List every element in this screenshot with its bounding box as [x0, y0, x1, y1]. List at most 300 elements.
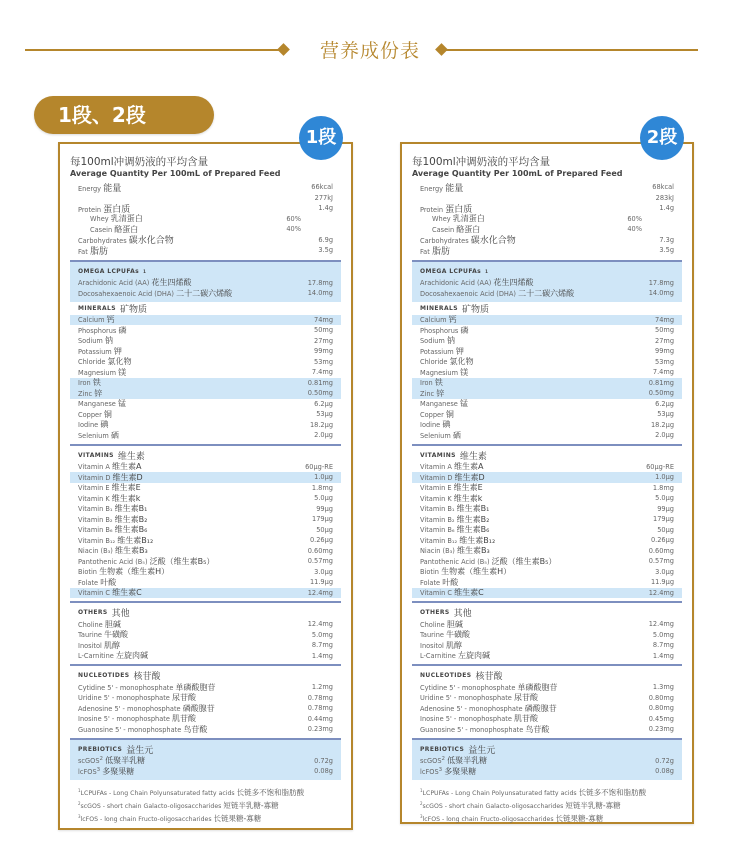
nutrient-name-en: Vitamin E [78, 484, 110, 493]
nutrient-value: 0.57mg [648, 557, 674, 566]
nutrient-row [412, 682, 682, 693]
nutrient-name-cn: 泛酸（维生素B₅） [491, 556, 557, 566]
section-heading-cn: 其他 [453, 609, 472, 619]
nutrient-label [78, 755, 145, 766]
nutrient-value: 99mg [314, 347, 333, 356]
nutrient-name-cn: 铜 [103, 409, 112, 419]
nutrient-name-cn: 肌醇 [446, 640, 462, 650]
nutrient-row [412, 367, 682, 378]
nutrient-row [412, 724, 682, 735]
nutrient-value: 6.2μg [655, 399, 674, 408]
nutrient-name-en: Energy [420, 184, 444, 193]
nutrient-name-en: Vitamin B₂ [420, 515, 455, 524]
nutrient-name-cn: 磷酸腺苷 [182, 703, 215, 713]
nutrient-row [70, 336, 341, 347]
nutrient-name-cn: 维生素B₃ [114, 546, 148, 556]
nutrient-name-en: Calcium [420, 316, 447, 325]
page-title: 营养成份表 [319, 40, 420, 62]
nutrient-label [420, 356, 474, 367]
nutrient-label [78, 713, 196, 724]
section-nucleotides [412, 664, 682, 738]
nutrient-label [420, 766, 476, 777]
nutrient-name-en: Sodium [420, 337, 445, 346]
nutrient-value: 99μg [657, 504, 674, 513]
nutrient-name-en: Copper [78, 410, 102, 419]
nutrient-value: 18.2μg [650, 420, 674, 429]
nutrient-name-en: Whey [432, 215, 451, 224]
nutrient-label [78, 640, 120, 651]
nutrient-row-energy [70, 182, 341, 193]
nutrient-row [412, 420, 682, 431]
nutrient-row [70, 278, 341, 289]
nutrient-value: 7.3g [659, 235, 674, 244]
nutrient-label [432, 213, 485, 224]
nutrient-label [420, 367, 468, 378]
nutrient-name-cn: 维生素A [111, 462, 142, 472]
nutrient-name-en: Docosahexaenoic Acid (DHA) [420, 289, 516, 298]
nutrient-label [78, 430, 119, 441]
nutrient-name-cn: 碳水化合物 [470, 236, 516, 247]
nutrient-label [420, 545, 490, 556]
nutrient-row [70, 714, 341, 725]
nutrient-label [78, 766, 134, 777]
nutrient-label [420, 640, 462, 651]
nutrient-label [420, 755, 487, 766]
nutrient-row [412, 535, 682, 546]
nutrient-name-en: Iodine [420, 421, 441, 430]
nutrient-label [420, 724, 549, 735]
nutrient-row [70, 546, 341, 557]
nutrient-value: 0.23mg [648, 725, 674, 734]
nutrient-name-cn: 钠 [446, 336, 455, 346]
footnote-cn: 短链半乳糖-寡糖 [223, 800, 279, 810]
nutrient-name-cn: 锌 [436, 388, 445, 398]
nutrient-row-whey [412, 214, 682, 225]
nutrient-name-cn: 钾 [113, 346, 122, 356]
nutrient-value: 11.9μg [650, 578, 674, 587]
nutrient-value: 3.0μg [314, 567, 333, 576]
nutrient-row [412, 472, 682, 483]
nutrient-label [420, 566, 511, 577]
nutrient-name-cn: 能量 [445, 183, 464, 194]
nutrient-row [412, 462, 682, 473]
nutrient-value: 0.81mg [307, 378, 333, 387]
nutrient-value: 53μg [657, 410, 674, 419]
nutrient-row [412, 346, 682, 357]
footnote-marker: 2 [78, 800, 81, 806]
nutrient-name-en: Sodium [78, 337, 103, 346]
header-rule-left [25, 49, 282, 51]
nutrient-label [78, 514, 147, 525]
nutrient-name-cn: 镁 [118, 367, 127, 377]
nutrient-name-en: Zinc [420, 389, 435, 398]
nutrient-name-cn: 生物素（维生素H） [441, 567, 512, 577]
nutrient-name-en: Vitamin A [78, 463, 110, 472]
nutrient-label [78, 682, 216, 693]
nutrient-row [70, 388, 341, 399]
nutrient-row [412, 703, 682, 714]
section-heading [412, 606, 682, 619]
nutrient-name-cn: 泛酸（维生素B₅） [149, 556, 215, 566]
nutrient-name-cn: 肌醇 [104, 640, 120, 650]
nutrient-name-en: Folate [420, 578, 441, 587]
nutrient-row-carbs [70, 235, 341, 246]
nutrient-name-cn: 硒 [110, 430, 119, 440]
nutrient-name-en: Guanosine 5' - monophosphate [420, 725, 524, 734]
nutrient-value: 50mg [655, 326, 674, 335]
nutrient-label [78, 388, 102, 399]
nutrient-row [412, 766, 682, 777]
nutrient-name-cn: 花生四烯酸 [151, 278, 192, 288]
nutrient-row [412, 651, 682, 662]
nutrient-name-en: Iodine [78, 421, 99, 430]
nutrient-row [70, 577, 341, 588]
nutrient-label [78, 629, 128, 640]
nutrient-value: 8.7mg [311, 641, 333, 650]
nutrient-name-cn: 维生素E [453, 483, 483, 493]
section-heading-en: MINERALS [420, 304, 458, 312]
nutrient-row [70, 346, 341, 357]
nutrient-row-carbs [412, 235, 682, 246]
nutrient-value: 50mg [314, 326, 333, 335]
nutrient-name-en: scGOS [420, 757, 442, 766]
nutrient-name-en: Vitamin B₂ [78, 515, 113, 524]
nutrient-row [412, 567, 682, 578]
section-others [412, 601, 682, 664]
nutrient-percent: 40% [627, 225, 642, 234]
nutrient-row [70, 756, 341, 767]
nutrient-name-cn: 维生素k [453, 493, 483, 503]
nutrient-row [412, 619, 682, 630]
nutrient-row [70, 640, 341, 651]
nutrient-name-cn: 氯化物 [449, 357, 474, 367]
nutrient-label [78, 314, 115, 325]
nutrient-value: 1.8mg [652, 483, 674, 492]
nutrient-name-cn: 肌苷酸 [172, 714, 196, 724]
nutrient-label [420, 388, 444, 399]
nutrient-row-fat [70, 245, 341, 256]
nutrient-label [420, 682, 558, 693]
nutrient-name-cn: 花生四烯酸 [493, 278, 534, 288]
nutrient-name-en: Niacin (B₃) [78, 547, 113, 556]
nutrient-name-cn: 钾 [455, 346, 464, 356]
nutrient-label [420, 703, 557, 714]
nutrient-label [78, 493, 140, 504]
footnote-line [78, 799, 333, 812]
section-vitamins [70, 444, 341, 602]
nutrient-label [420, 629, 470, 640]
nutrient-value: 12.4mg [307, 588, 333, 597]
footnote-en: scGOS - short chain Galacto-oligosaccharides [80, 802, 222, 810]
nutrient-value: 0.44mg [307, 714, 333, 723]
section-heading [70, 669, 341, 682]
nutrient-name-en: Adenosine 5' - monophosphate [420, 704, 523, 713]
nutrient-label [78, 619, 121, 630]
nutrient-label [78, 346, 122, 357]
main-nutrients [412, 182, 682, 260]
section-heading-cn: 益生元 [126, 745, 154, 756]
footnote-marker: 2 [99, 756, 104, 763]
nutrient-value: 5.0μg [655, 494, 674, 503]
section-minerals [70, 302, 341, 444]
stage-badge: 2段 [640, 116, 684, 160]
section-heading-en: VITAMINS [78, 451, 114, 459]
nutrient-label [78, 461, 141, 472]
footnote-marker: 1 [485, 268, 489, 274]
nutrient-value: 1.0μg [655, 473, 674, 482]
nutrient-value: 11.9μg [309, 578, 333, 587]
footnote-line [78, 786, 333, 799]
section-heading [70, 743, 341, 756]
nutrient-value: 14.0mg [648, 289, 674, 298]
nutrient-row [70, 378, 341, 389]
nutrient-name-cn: 酪蛋白 [456, 224, 481, 234]
nutrient-label [78, 409, 112, 420]
nutrient-row-whey [70, 214, 341, 225]
nutrient-row [412, 278, 682, 289]
nutrient-name-cn: 维生素B₂ [456, 514, 490, 524]
footnote-line [78, 812, 333, 825]
footnote-cn: 长链果糖-寡糖 [555, 813, 604, 823]
nutrient-value: 50μg [316, 525, 333, 534]
nutrient-name-cn: 单磷酸胞苷 [517, 682, 558, 692]
nutrient-label [420, 461, 483, 472]
nutrient-row [412, 378, 682, 389]
nutrient-row [412, 409, 682, 420]
nutrient-name-cn: 铁 [434, 378, 443, 388]
nutrition-panel-stage-1 [58, 127, 353, 830]
nutrient-value: 14.0mg [307, 289, 333, 298]
footnote-line [420, 812, 674, 825]
nutrient-name-cn: 维生素B₁ [114, 504, 148, 514]
nutrient-label [420, 409, 454, 420]
footnote-marker: 3 [78, 813, 81, 819]
section-heading-cn: 矿物质 [461, 304, 489, 315]
nutrient-row [70, 357, 341, 368]
nutrient-value: 179μg [653, 515, 674, 524]
nutrient-name-cn: 左旋肉碱 [457, 651, 490, 661]
nutrient-label [78, 356, 132, 367]
nutrient-name-en: Vitamin B₁₂ [420, 536, 458, 545]
nutrient-name-cn: 钙 [448, 315, 457, 325]
nutrient-value: 0.81mg [648, 378, 674, 387]
nutrient-label [420, 535, 495, 546]
diamond-icon [277, 43, 290, 56]
section-heading-en: PREBIOTICS [78, 745, 123, 753]
nutrient-row [70, 514, 341, 525]
nutrient-value: 68kcal [652, 183, 674, 192]
nutrient-name-en: Whey [90, 215, 109, 224]
nutrient-value: 1.2mg [311, 683, 333, 692]
nutrient-label [78, 556, 214, 567]
nutrient-percent: 60% [627, 214, 642, 223]
nutrient-label [78, 367, 126, 378]
nutrient-row [70, 766, 341, 777]
nutrient-label [420, 577, 458, 588]
section-heading [412, 669, 682, 682]
nutrient-row [70, 525, 341, 536]
section-heading-en: MINERALS [78, 304, 116, 312]
footnotes [412, 780, 682, 825]
nutrient-row [70, 703, 341, 714]
nutrient-name-en: scGOS [78, 757, 100, 766]
section-heading-en: VITAMINS [420, 451, 456, 459]
section-omega [70, 260, 341, 302]
section-heading [70, 265, 341, 278]
nutrient-label [420, 398, 468, 409]
footnote-en: lcFOS - long chain Fructo-oligosaccharides [422, 815, 554, 823]
nutrient-name-cn: 铁 [92, 378, 101, 388]
nutrient-row [412, 399, 682, 410]
nutrient-value: 0.08g [314, 767, 333, 776]
nutrient-row [412, 430, 682, 441]
nutrient-name-en: Vitamin D [78, 473, 111, 482]
nutrient-row-protein [70, 203, 341, 214]
nutrient-row [70, 288, 341, 299]
nutrient-value: 60μg-RE [646, 462, 674, 471]
nutrient-row [70, 588, 341, 599]
nutrient-name-cn: 二十二碳六烯酸 [176, 288, 233, 298]
nutrient-name-en: Vitamin K [420, 494, 452, 503]
nutrient-value: 12.4mg [307, 620, 333, 629]
nutrient-value: 6.2μg [314, 399, 333, 408]
nutrient-label [78, 181, 121, 194]
nutrient-name-cn: 维生素E [111, 483, 141, 493]
nutrient-value: 0.45mg [648, 714, 674, 723]
nutrient-value: 2.0μg [314, 431, 333, 440]
nutrient-name-cn: 维生素D [112, 472, 143, 482]
section-heading-cn: 核苷酸 [133, 672, 161, 682]
section-heading [70, 606, 341, 619]
section-heading-cn: 矿物质 [119, 304, 147, 315]
nutrient-value: 0.60mg [307, 546, 333, 555]
nutrient-name-cn: 二十二碳六烯酸 [518, 288, 575, 298]
nutrient-label [420, 482, 483, 493]
nutrient-row [412, 504, 682, 515]
nutrient-label [420, 325, 468, 336]
nutrient-name-cn: 蛋白质 [103, 204, 131, 215]
nutrient-value: 5.0μg [314, 494, 333, 503]
nutrient-label [78, 524, 147, 535]
nutrient-value: 3.5g [318, 246, 333, 255]
nutrient-value: 3.0μg [655, 567, 674, 576]
nutrient-row [412, 588, 682, 599]
footnote-marker: 1 [420, 787, 423, 793]
nutrient-value: 5.0mg [652, 630, 674, 639]
nutrient-value: 53mg [655, 357, 674, 366]
nutrient-name-cn: 鸟苷酸 [183, 724, 208, 734]
footnote-cn: 长链果糖-寡糖 [213, 813, 262, 823]
nutrient-name-en: lcFOS [78, 767, 97, 776]
nutrient-name-en: Calcium [78, 316, 105, 325]
nutrient-name-cn: 磷 [460, 325, 469, 335]
nutrient-name-cn: 鸟苷酸 [525, 724, 550, 734]
section-nucleotides [70, 664, 341, 738]
nutrient-name-en: Biotin [420, 568, 439, 577]
nutrient-name-cn: 维生素B₁₂ [459, 535, 496, 545]
nutrient-value: 99μg [316, 504, 333, 513]
nutrient-value: 2.0μg [655, 431, 674, 440]
panel-title-cn: 每100ml冲调奶液的平均含量 [412, 156, 551, 168]
nutrient-name-en: Adenosine 5' - monophosphate [78, 704, 181, 713]
nutrient-label [78, 545, 148, 556]
nutrient-label [78, 535, 153, 546]
section-prebiotics [70, 738, 341, 780]
nutrient-row [412, 693, 682, 704]
nutrient-row [70, 630, 341, 641]
nutrient-value: 1.4g [659, 204, 674, 213]
nutrient-name-en: Protein [78, 205, 102, 214]
nutrient-name-cn: 蛋白质 [445, 204, 473, 215]
nutrient-row [70, 462, 341, 473]
section-heading [70, 302, 341, 315]
nutrient-row [70, 724, 341, 735]
nutrient-row [70, 651, 341, 662]
nutrient-label [420, 503, 489, 514]
nutrition-panel-stage-2 [400, 127, 694, 824]
nutrient-name-en: Uridine 5' - monophosphate [78, 694, 170, 703]
nutrient-value: 74mg [655, 315, 674, 324]
nutrient-name-cn: 酪蛋白 [114, 224, 139, 234]
nutrient-percent: 40% [286, 225, 301, 234]
nutrient-name-en: Protein [420, 205, 444, 214]
nutrient-name-en: Selenium [78, 431, 109, 440]
nutrient-value: 0.26μg [650, 536, 674, 545]
nutrient-value: 74mg [314, 315, 333, 324]
nutrient-label [78, 325, 126, 336]
nutrient-name-en: Magnesium [420, 368, 459, 377]
nutrient-value: 6.9g [318, 235, 333, 244]
nutrient-row [412, 630, 682, 641]
nutrient-value: 18.2μg [309, 420, 333, 429]
nutrient-name-cn: 氯化物 [107, 357, 132, 367]
nutrient-name-cn: 维生素C [454, 588, 484, 598]
nutrient-label [420, 377, 443, 388]
nutrient-row [412, 493, 682, 504]
nutrient-name-en: Phosphorus [420, 326, 459, 335]
nutrient-name-cn: 肌苷酸 [514, 714, 538, 724]
nutrient-name-en: Casein [90, 225, 113, 234]
nutrient-name-en: Copper [420, 410, 444, 419]
nutrient-name-en: Manganese [420, 400, 458, 409]
footnote-en: scGOS - short chain Galacto-oligosaccharides [422, 802, 564, 810]
footnote-marker: 2 [420, 800, 423, 806]
nutrient-name-cn: 低聚半乳糖 [105, 756, 146, 766]
nutrient-value: 27mg [655, 336, 674, 345]
nutrient-name-cn: 叶酸 [100, 577, 117, 587]
nutrient-label [420, 692, 538, 703]
section-heading [412, 265, 682, 278]
nutrient-row [70, 472, 341, 483]
nutrient-name-en: Manganese [78, 400, 116, 409]
nutrient-value: 17.8mg [307, 278, 333, 287]
nutrient-name-cn: 碳水化合物 [128, 236, 174, 247]
nutrient-name-en: Guanosine 5' - monophosphate [78, 725, 182, 734]
nutrient-value: 0.26μg [309, 536, 333, 545]
nutrient-row [70, 325, 341, 336]
nutrient-row [70, 567, 341, 578]
footnote-marker: 3 [438, 766, 443, 773]
nutrient-row [70, 535, 341, 546]
nutrient-value: 0.80mg [648, 704, 674, 713]
nutrient-row [70, 430, 341, 441]
nutrient-name-en: Carbohydrates [78, 237, 127, 246]
nutrient-name-cn: 铜 [445, 409, 454, 419]
nutrient-row [412, 525, 682, 536]
nutrient-name-en: Inositol [78, 641, 102, 650]
nutrient-label [78, 503, 147, 514]
nutrient-value: 0.08g [655, 767, 674, 776]
